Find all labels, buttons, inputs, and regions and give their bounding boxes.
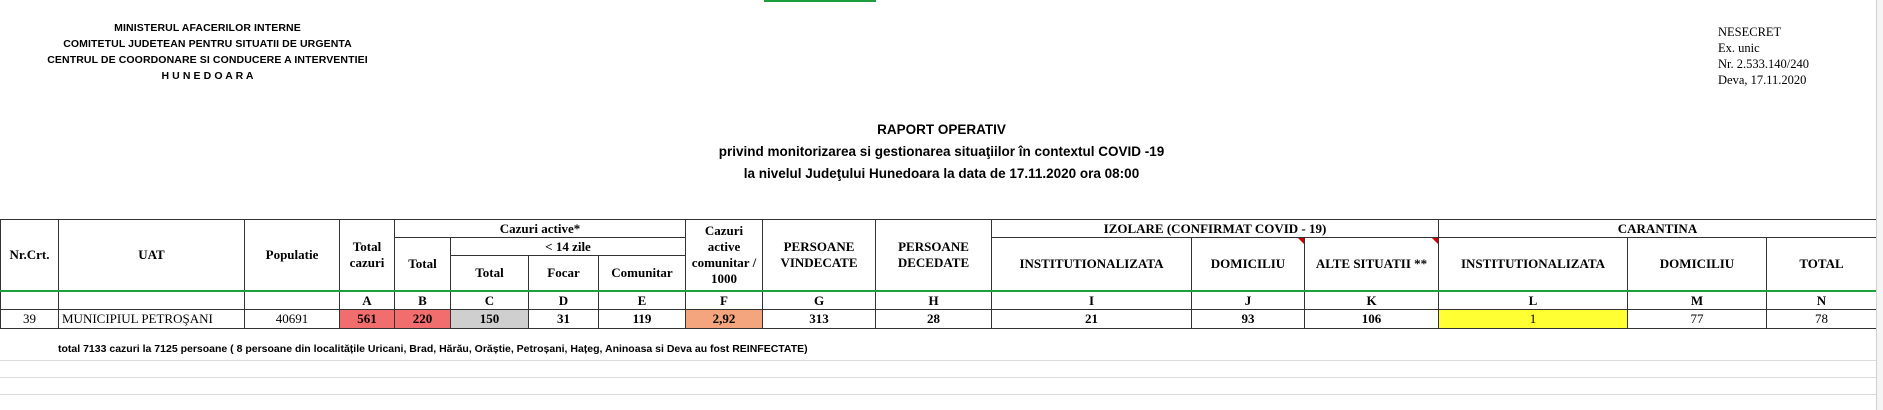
- active-cell-indicator: [764, 0, 876, 2]
- letter-h: H: [876, 291, 992, 310]
- col-header-iz-alte: ALTE SITUATII **: [1305, 238, 1439, 292]
- group-header-izolare: IZOLARE (CONFIRMAT COVID - 19): [992, 220, 1439, 238]
- col-header-total-active: Total: [395, 238, 451, 292]
- covid-report-table: [0, 219, 1877, 329]
- letter-e: E: [599, 291, 686, 310]
- header-right-line1: NESECRET: [1718, 25, 1782, 39]
- letter-n: N: [1767, 291, 1877, 310]
- header-classification: [1718, 24, 1809, 88]
- header-right-line2: Ex. unic: [1718, 41, 1760, 55]
- cell-iz-institutionalizata[interactable]: 21: [992, 310, 1192, 329]
- cell-vindecate[interactable]: 313: [763, 310, 876, 329]
- cell-car-domiciliu[interactable]: 77: [1628, 310, 1767, 329]
- col-header-cazuri-comunitar-1000: Cazuri active comunitar / 1000: [686, 220, 763, 292]
- header-left-line1: MINISTERUL AFACERILOR INTERNE: [114, 22, 301, 34]
- letter-a: A: [340, 291, 395, 310]
- col-header-persoane-decedate: PERSOANE DECEDATE: [876, 220, 992, 292]
- cell-nr[interactable]: 39: [1, 310, 59, 329]
- letter-k: K: [1305, 291, 1439, 310]
- col-header-comunitar: Comunitar: [599, 256, 686, 292]
- col-header-iz-institutionalizata: INSTITUTIONALIZATA: [992, 238, 1192, 292]
- header-right-line3: Nr. 2.533.140/240: [1718, 57, 1809, 71]
- col-header-iz-domiciliu: DOMICILIU: [1192, 238, 1305, 292]
- col-header-car-domiciliu: DOMICILIU: [1628, 238, 1767, 292]
- header-left-line3: CENTRUL DE COORDONARE SI CONDUCERE A INTERVENTIEI: [47, 54, 368, 66]
- report-subtitle: privind monitorizarea si gestionarea situaţiilor în contextul COVID -19: [718, 144, 1165, 159]
- col-header-total-cazuri: Total cazuri: [340, 220, 395, 292]
- col-header-persoane-vindecate: PERSOANE VINDECATE: [763, 220, 876, 292]
- column-letters-row: [1, 291, 1877, 310]
- col-header-car-institutionalizata: INSTITUTIONALIZATA: [1439, 238, 1628, 292]
- letter-g: G: [763, 291, 876, 310]
- cell-iz-domiciliu[interactable]: 93: [1192, 310, 1305, 329]
- header-institution: [0, 20, 415, 84]
- header-left-line2: COMITETUL JUDETEAN PENTRU SITUATII DE URGENTA: [63, 38, 352, 50]
- col-header-lt14-total: Total: [451, 256, 529, 292]
- cell-populatie[interactable]: 40691: [245, 310, 340, 329]
- reinfection-note: total 7133 cazuri la 7125 persoane ( 8 persoane din localitățile Uricani, Brad, Hărău, Orăștie, Petroșani, Hațeg, Aninoasa si Deva au fost REINFECTATE): [58, 343, 808, 355]
- table-row: [1, 310, 1877, 329]
- col-header-focar: Focar: [529, 256, 599, 292]
- cell-iz-alte[interactable]: 106: [1305, 310, 1439, 329]
- cell-decedate[interactable]: 28: [876, 310, 992, 329]
- report-date-line: la nivelul Judeţului Hunedoara la data de 17.11.2020 ora 08:00: [743, 166, 1140, 181]
- cell-comunitar-1000[interactable]: 2,92: [686, 310, 763, 329]
- group-header-carantina: CARANTINA: [1439, 220, 1877, 238]
- cell-car-institutionalizata[interactable]: 1: [1439, 310, 1628, 329]
- group-header-lt14: < 14 zile: [451, 238, 686, 256]
- letter-c: C: [451, 291, 529, 310]
- col-header-populatie: Populatie: [245, 220, 340, 292]
- vertical-scrollbar[interactable]: [1876, 0, 1883, 410]
- cell-lt14-total[interactable]: 150: [451, 310, 529, 329]
- sheet-gridline: [0, 377, 1883, 378]
- sheet-gridline: [0, 394, 1883, 395]
- letter-b: B: [395, 291, 451, 310]
- header-left-line4: H U N E D O A R A: [161, 70, 254, 82]
- col-header-car-total: TOTAL: [1767, 238, 1877, 292]
- group-header-cazuri-active: Cazuri active*: [395, 220, 686, 238]
- cell-comunitar[interactable]: 119: [599, 310, 686, 329]
- letter-f: F: [686, 291, 763, 310]
- cell-total-active[interactable]: 220: [395, 310, 451, 329]
- col-header-nr-crt: Nr.Crt.: [1, 220, 59, 292]
- sheet-gridline: [0, 360, 1883, 361]
- cell-car-total[interactable]: 78: [1767, 310, 1877, 329]
- letter-m: M: [1628, 291, 1767, 310]
- cell-focar[interactable]: 31: [529, 310, 599, 329]
- header-right-line4: Deva, 17.11.2020: [1718, 73, 1807, 87]
- letter-i: I: [992, 291, 1192, 310]
- letter-d: D: [529, 291, 599, 310]
- cell-total-cazuri[interactable]: 561: [340, 310, 395, 329]
- col-header-uat: UAT: [59, 220, 245, 292]
- cell-uat[interactable]: MUNICIPIUL PETROŞANI: [59, 310, 245, 329]
- letter-l: L: [1439, 291, 1628, 310]
- letter-j: J: [1192, 291, 1305, 310]
- report-title: RAPORT OPERATIV: [877, 122, 1006, 137]
